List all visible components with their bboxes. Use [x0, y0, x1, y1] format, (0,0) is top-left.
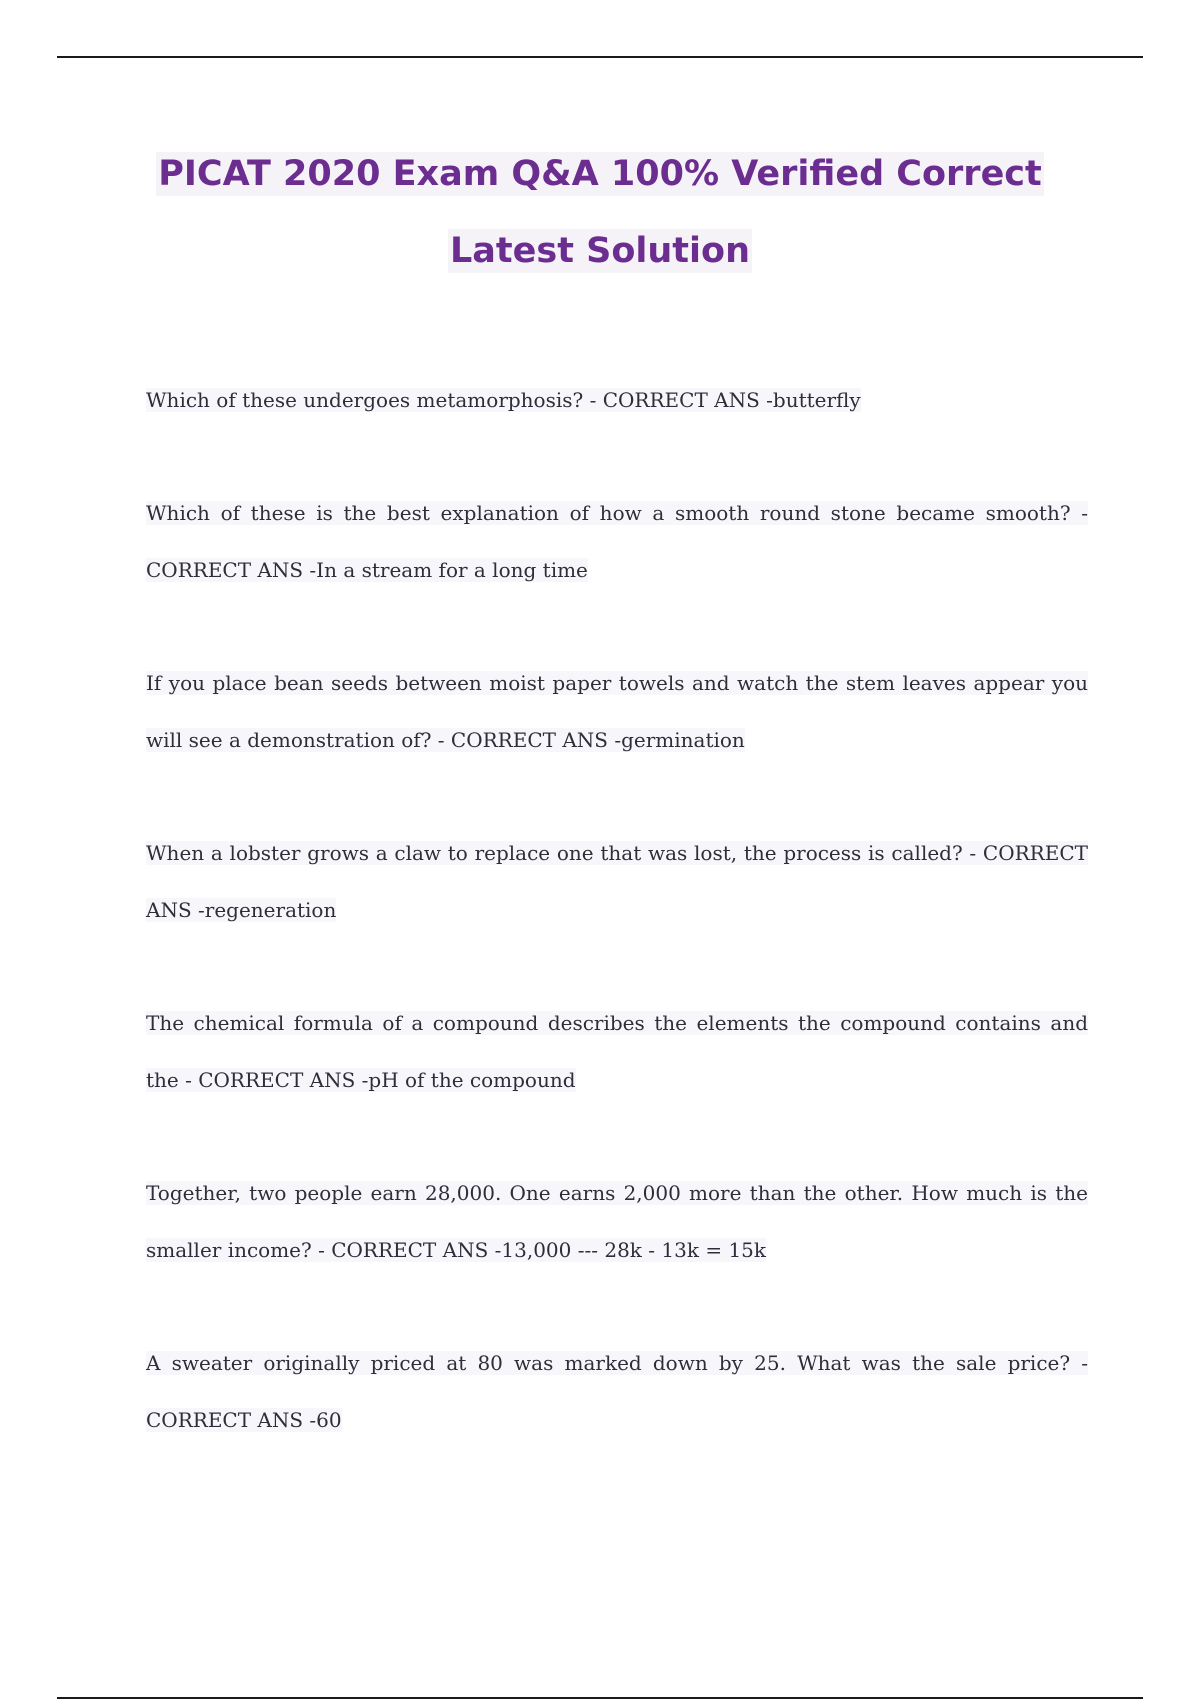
qa-item — [146, 825, 1088, 939]
qa-list — [146, 372, 1088, 1505]
top-rule — [57, 56, 1143, 58]
qa-item — [146, 995, 1088, 1109]
title-line-1: PICAT 2020 Exam Q&A 100% Verified Correct — [158, 154, 1042, 194]
qa-item — [146, 655, 1088, 769]
qa-item — [146, 1165, 1088, 1279]
qa-item — [146, 1335, 1088, 1449]
qa-text: A sweater originally priced at 80 was marked down by 25. What was the sale price? - CORRECT ANS -60 — [146, 1351, 1088, 1432]
title-line-2: Latest Solution — [450, 231, 750, 271]
document-title — [100, 136, 1100, 290]
qa-text: The chemical formula of a compound describes the elements the compound contains and the - CORRECT ANS -pH of the compound — [146, 1011, 1088, 1092]
bottom-rule — [57, 1697, 1143, 1699]
qa-text: When a lobster grows a claw to replace one that was lost, the process is called? - CORRECT ANS -regeneration — [146, 841, 1088, 922]
qa-text: If you place bean seeds between moist paper towels and watch the stem leaves appear you will see a demonstration of? - CORRECT ANS -germination — [146, 671, 1088, 752]
qa-item — [146, 372, 1088, 429]
qa-item — [146, 485, 1088, 599]
qa-text: Which of these undergoes metamorphosis? - CORRECT ANS -butterfly — [146, 388, 861, 412]
qa-text: Together, two people earn 28,000. One earns 2,000 more than the other. How much is the smaller income? - CORRECT ANS -13,000 --- 28k - 13k = 15k — [146, 1181, 1088, 1262]
qa-text: Which of these is the best explanation of how a smooth round stone became smooth? - CORRECT ANS -In a stream for a long time — [146, 501, 1088, 582]
